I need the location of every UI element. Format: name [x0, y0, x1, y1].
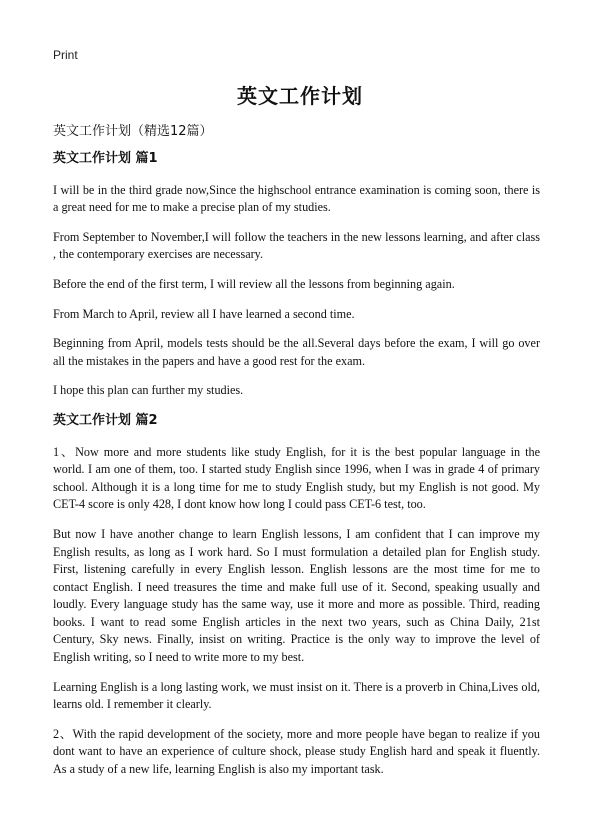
paragraph: But now I have another change to learn English lessons, I am confident that I can improve my English results, as long as I work hard. So I must formulation a detailed plan for English study. First, listening carefully in every English lesson. English lessons are the most time for me to contact English. I need treasures the time and make full use of it. Second, speaking usually and loudly. Every language study has the same way, use it more and more as possible. Third, reading books. I want to read some English articles in the next two years, such as China Daily, 21st Century, Sky news. Finally, insist on writing. Practice is the only way to improve the level of English writing, so I need to write more to my best. — [53, 526, 540, 665]
paragraph: Beginning from April, models tests should be the all.Several days before the exam, I will go over all the mistakes in the papers and have a good rest for the exam. — [53, 336, 540, 368]
paragraph: 1、Now more and more students like study English, for it is the best popular language in the world. I am one of them, too. I started study English since 1996, when I was in grade 4 of primary school. Although it is a long time for me to study English study, but my English is not good. My CET-4 score is only 428, I dont know how long I could pass CET-6 test, too. — [53, 444, 540, 512]
paragraph: Before the end of the first term, I will review all the lessons from beginning again. — [53, 276, 455, 291]
section-heading: 英文工作计划 篇1 — [53, 151, 158, 166]
section-1 — [53, 150, 540, 400]
paragraph: From March to April, review all I have learned a second time. — [53, 306, 355, 321]
paragraph: I will be in the third grade now,Since the highschool entrance examination is coming soon, there is a great need for me to make a precise plan of my studies. — [53, 182, 540, 215]
paragraph: From September to November,I will follow the teachers in the new lessons learning, and after class , the contemporary exercises are necessary. — [53, 229, 540, 262]
section-2 — [53, 412, 540, 779]
page-subtitle: 英文工作计划（精选12篇） — [53, 124, 213, 139]
page-title: 英文工作计划 — [237, 84, 363, 108]
document-body — [53, 150, 540, 791]
paragraph: 2、With the rapid development of the society, more and more people have began to realize if you dont want to have an experience of culture shock, please study English hard and speak it fluently. As a study of a new life, learning English is also my important task. — [53, 726, 540, 777]
print-link[interactable]: Print — [53, 48, 78, 62]
paragraph: Learning English is a long lasting work, we must insist on it. There is a proverb in China,Lives old, learns old. I remember it clearly. — [53, 679, 540, 712]
section-heading: 英文工作计划 篇2 — [53, 412, 158, 428]
paragraph: I hope this plan can further my studies. — [53, 383, 244, 398]
